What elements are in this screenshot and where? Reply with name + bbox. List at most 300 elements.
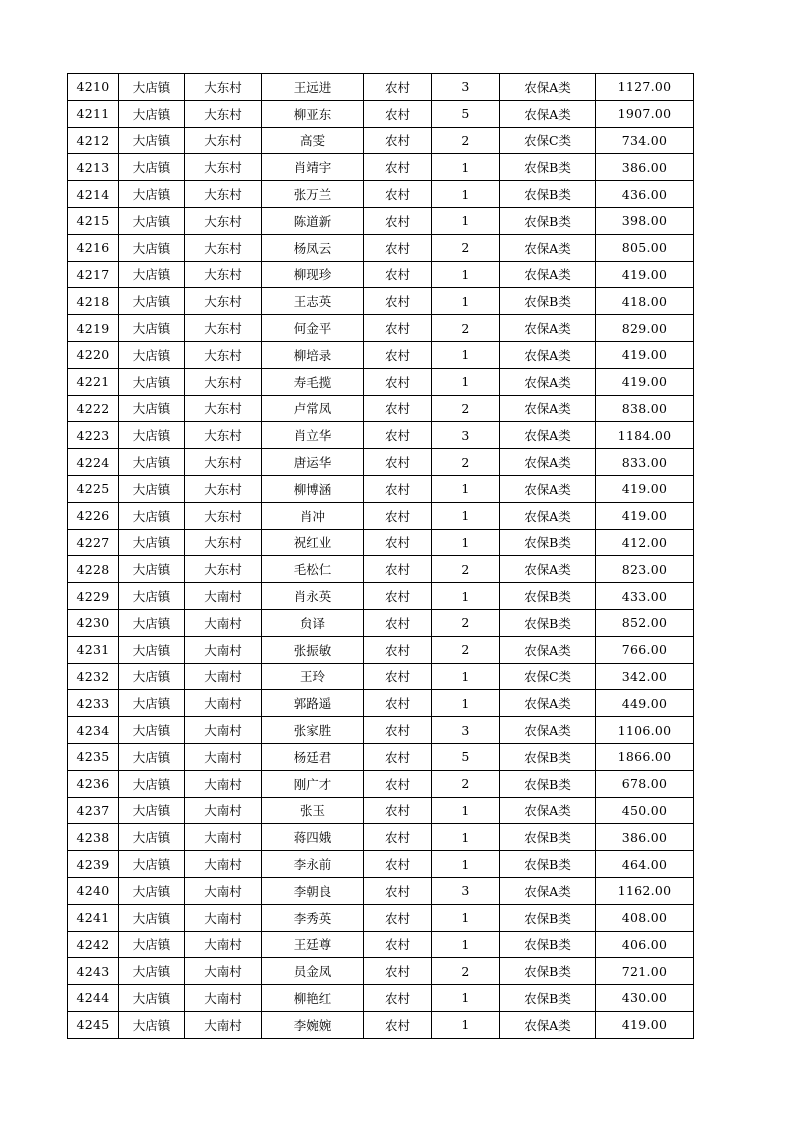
name-cell: 高雯	[262, 127, 364, 154]
household-type-cell: 农村	[364, 395, 432, 422]
table-row	[68, 958, 694, 985]
amount-cell: 1127.00	[596, 74, 694, 101]
insurance-category-cell: 农保B类	[500, 529, 596, 556]
household-type-cell: 农村	[364, 288, 432, 315]
village-cell: 大东村	[185, 127, 262, 154]
record-number-cell: 4226	[68, 502, 119, 529]
village-cell: 大东村	[185, 341, 262, 368]
record-number-cell: 4218	[68, 288, 119, 315]
record-number-cell: 4244	[68, 985, 119, 1012]
insurance-category-cell: 农保A类	[500, 368, 596, 395]
village-cell: 大东村	[185, 529, 262, 556]
name-cell: 何金平	[262, 315, 364, 342]
household-type-cell: 农村	[364, 234, 432, 261]
table-row	[68, 181, 694, 208]
town-cell: 大店镇	[119, 636, 185, 663]
record-number-cell: 4231	[68, 636, 119, 663]
amount-cell: 408.00	[596, 904, 694, 931]
name-cell: 王远进	[262, 74, 364, 101]
table-row	[68, 449, 694, 476]
record-number-cell: 4240	[68, 877, 119, 904]
name-cell: 王玲	[262, 663, 364, 690]
village-cell: 大东村	[185, 100, 262, 127]
town-cell: 大店镇	[119, 502, 185, 529]
member-count-cell: 1	[432, 475, 500, 502]
table-row	[68, 690, 694, 717]
table-row	[68, 824, 694, 851]
record-number-cell: 4239	[68, 851, 119, 878]
insurance-category-cell: 农保B类	[500, 958, 596, 985]
amount-cell: 419.00	[596, 261, 694, 288]
records-table-body	[68, 74, 694, 1039]
village-cell: 大南村	[185, 958, 262, 985]
household-type-cell: 农村	[364, 502, 432, 529]
insurance-category-cell: 农保A类	[500, 315, 596, 342]
record-number-cell: 4219	[68, 315, 119, 342]
household-type-cell: 农村	[364, 824, 432, 851]
household-type-cell: 农村	[364, 422, 432, 449]
insurance-category-cell: 农保B类	[500, 181, 596, 208]
table-row	[68, 985, 694, 1012]
town-cell: 大店镇	[119, 422, 185, 449]
name-cell: 唐运华	[262, 449, 364, 476]
town-cell: 大店镇	[119, 931, 185, 958]
amount-cell: 436.00	[596, 181, 694, 208]
name-cell: 蒋四娥	[262, 824, 364, 851]
member-count-cell: 2	[432, 636, 500, 663]
name-cell: 柳亚东	[262, 100, 364, 127]
amount-cell: 419.00	[596, 1011, 694, 1038]
record-number-cell: 4212	[68, 127, 119, 154]
amount-cell: 449.00	[596, 690, 694, 717]
member-count-cell: 2	[432, 127, 500, 154]
town-cell: 大店镇	[119, 341, 185, 368]
name-cell: 肖靖宇	[262, 154, 364, 181]
household-type-cell: 农村	[364, 770, 432, 797]
record-number-cell: 4241	[68, 904, 119, 931]
town-cell: 大店镇	[119, 529, 185, 556]
amount-cell: 1162.00	[596, 877, 694, 904]
household-type-cell: 农村	[364, 1011, 432, 1038]
household-type-cell: 农村	[364, 315, 432, 342]
village-cell: 大南村	[185, 636, 262, 663]
table-row	[68, 288, 694, 315]
record-number-cell: 4221	[68, 368, 119, 395]
insurance-category-cell: 农保A类	[500, 502, 596, 529]
town-cell: 大店镇	[119, 797, 185, 824]
town-cell: 大店镇	[119, 181, 185, 208]
record-number-cell: 4230	[68, 609, 119, 636]
record-number-cell: 4215	[68, 207, 119, 234]
member-count-cell: 1	[432, 207, 500, 234]
household-type-cell: 农村	[364, 368, 432, 395]
insurance-category-cell: 农保A类	[500, 395, 596, 422]
name-cell: 贠译	[262, 609, 364, 636]
table-row	[68, 502, 694, 529]
record-number-cell: 4223	[68, 422, 119, 449]
insurance-category-cell: 农保A类	[500, 797, 596, 824]
record-number-cell: 4211	[68, 100, 119, 127]
village-cell: 大南村	[185, 931, 262, 958]
village-cell: 大东村	[185, 475, 262, 502]
name-cell: 李秀英	[262, 904, 364, 931]
insurance-category-cell: 农保A类	[500, 261, 596, 288]
table-row	[68, 663, 694, 690]
member-count-cell: 1	[432, 797, 500, 824]
amount-cell: 1184.00	[596, 422, 694, 449]
village-cell: 大东村	[185, 181, 262, 208]
village-cell: 大东村	[185, 154, 262, 181]
member-count-cell: 1	[432, 985, 500, 1012]
village-cell: 大东村	[185, 449, 262, 476]
table-row	[68, 1011, 694, 1038]
amount-cell: 1907.00	[596, 100, 694, 127]
town-cell: 大店镇	[119, 556, 185, 583]
name-cell: 柳现珍	[262, 261, 364, 288]
record-number-cell: 4224	[68, 449, 119, 476]
town-cell: 大店镇	[119, 74, 185, 101]
record-number-cell: 4213	[68, 154, 119, 181]
village-cell: 大南村	[185, 583, 262, 610]
insurance-category-cell: 农保B类	[500, 904, 596, 931]
record-number-cell: 4237	[68, 797, 119, 824]
name-cell: 张振敏	[262, 636, 364, 663]
record-number-cell: 4225	[68, 475, 119, 502]
amount-cell: 464.00	[596, 851, 694, 878]
town-cell: 大店镇	[119, 1011, 185, 1038]
record-number-cell: 4210	[68, 74, 119, 101]
town-cell: 大店镇	[119, 127, 185, 154]
amount-cell: 721.00	[596, 958, 694, 985]
table-row	[68, 315, 694, 342]
member-count-cell: 5	[432, 100, 500, 127]
member-count-cell: 2	[432, 234, 500, 261]
table-row	[68, 395, 694, 422]
table-row	[68, 127, 694, 154]
name-cell: 李婉婉	[262, 1011, 364, 1038]
insurance-category-cell: 农保A类	[500, 234, 596, 261]
village-cell: 大东村	[185, 556, 262, 583]
member-count-cell: 3	[432, 74, 500, 101]
amount-cell: 734.00	[596, 127, 694, 154]
amount-cell: 1106.00	[596, 717, 694, 744]
household-type-cell: 农村	[364, 449, 432, 476]
insurance-category-cell: 农保A类	[500, 1011, 596, 1038]
village-cell: 大东村	[185, 234, 262, 261]
records-table	[67, 73, 694, 1039]
record-number-cell: 4214	[68, 181, 119, 208]
village-cell: 大南村	[185, 770, 262, 797]
amount-cell: 823.00	[596, 556, 694, 583]
village-cell: 大南村	[185, 985, 262, 1012]
town-cell: 大店镇	[119, 475, 185, 502]
record-number-cell: 4242	[68, 931, 119, 958]
amount-cell: 678.00	[596, 770, 694, 797]
name-cell: 陈道新	[262, 207, 364, 234]
insurance-category-cell: 农保A类	[500, 449, 596, 476]
village-cell: 大南村	[185, 690, 262, 717]
household-type-cell: 农村	[364, 743, 432, 770]
insurance-category-cell: 农保A类	[500, 422, 596, 449]
household-type-cell: 农村	[364, 529, 432, 556]
member-count-cell: 1	[432, 851, 500, 878]
member-count-cell: 2	[432, 395, 500, 422]
name-cell: 员金凤	[262, 958, 364, 985]
amount-cell: 406.00	[596, 931, 694, 958]
amount-cell: 418.00	[596, 288, 694, 315]
insurance-category-cell: 农保A类	[500, 475, 596, 502]
name-cell: 祝红业	[262, 529, 364, 556]
village-cell: 大东村	[185, 502, 262, 529]
village-cell: 大东村	[185, 261, 262, 288]
member-count-cell: 2	[432, 556, 500, 583]
village-cell: 大东村	[185, 288, 262, 315]
village-cell: 大东村	[185, 315, 262, 342]
village-cell: 大南村	[185, 717, 262, 744]
table-row	[68, 717, 694, 744]
household-type-cell: 农村	[364, 877, 432, 904]
table-row	[68, 770, 694, 797]
town-cell: 大店镇	[119, 877, 185, 904]
town-cell: 大店镇	[119, 100, 185, 127]
amount-cell: 386.00	[596, 824, 694, 851]
town-cell: 大店镇	[119, 154, 185, 181]
town-cell: 大店镇	[119, 368, 185, 395]
village-cell: 大南村	[185, 851, 262, 878]
amount-cell: 398.00	[596, 207, 694, 234]
member-count-cell: 1	[432, 931, 500, 958]
village-cell: 大南村	[185, 797, 262, 824]
town-cell: 大店镇	[119, 904, 185, 931]
town-cell: 大店镇	[119, 395, 185, 422]
village-cell: 大南村	[185, 663, 262, 690]
village-cell: 大南村	[185, 904, 262, 931]
amount-cell: 419.00	[596, 341, 694, 368]
household-type-cell: 农村	[364, 154, 432, 181]
table-row	[68, 368, 694, 395]
town-cell: 大店镇	[119, 449, 185, 476]
name-cell: 肖立华	[262, 422, 364, 449]
member-count-cell: 1	[432, 1011, 500, 1038]
town-cell: 大店镇	[119, 315, 185, 342]
insurance-category-cell: 农保B类	[500, 851, 596, 878]
table-row	[68, 154, 694, 181]
record-number-cell: 4222	[68, 395, 119, 422]
record-number-cell: 4220	[68, 341, 119, 368]
household-type-cell: 农村	[364, 207, 432, 234]
record-number-cell: 4245	[68, 1011, 119, 1038]
record-number-cell: 4229	[68, 583, 119, 610]
member-count-cell: 2	[432, 609, 500, 636]
village-cell: 大东村	[185, 422, 262, 449]
name-cell: 柳培录	[262, 341, 364, 368]
village-cell: 大南村	[185, 877, 262, 904]
insurance-category-cell: 农保A类	[500, 717, 596, 744]
household-type-cell: 农村	[364, 583, 432, 610]
household-type-cell: 农村	[364, 74, 432, 101]
amount-cell: 419.00	[596, 502, 694, 529]
household-type-cell: 农村	[364, 127, 432, 154]
table-row	[68, 100, 694, 127]
insurance-category-cell: 农保B类	[500, 583, 596, 610]
record-number-cell: 4235	[68, 743, 119, 770]
table-row	[68, 797, 694, 824]
name-cell: 柳博涵	[262, 475, 364, 502]
town-cell: 大店镇	[119, 824, 185, 851]
town-cell: 大店镇	[119, 583, 185, 610]
member-count-cell: 2	[432, 449, 500, 476]
name-cell: 张万兰	[262, 181, 364, 208]
amount-cell: 386.00	[596, 154, 694, 181]
table-row	[68, 609, 694, 636]
insurance-category-cell: 农保B类	[500, 154, 596, 181]
household-type-cell: 农村	[364, 663, 432, 690]
member-count-cell: 1	[432, 368, 500, 395]
insurance-category-cell: 农保A类	[500, 74, 596, 101]
member-count-cell: 2	[432, 315, 500, 342]
amount-cell: 412.00	[596, 529, 694, 556]
table-row	[68, 904, 694, 931]
village-cell: 大东村	[185, 74, 262, 101]
member-count-cell: 1	[432, 154, 500, 181]
name-cell: 张家胜	[262, 717, 364, 744]
insurance-category-cell: 农保B类	[500, 985, 596, 1012]
member-count-cell: 2	[432, 770, 500, 797]
name-cell: 郭路遥	[262, 690, 364, 717]
town-cell: 大店镇	[119, 663, 185, 690]
record-number-cell: 4233	[68, 690, 119, 717]
table-row	[68, 743, 694, 770]
insurance-category-cell: 农保A类	[500, 341, 596, 368]
town-cell: 大店镇	[119, 851, 185, 878]
insurance-category-cell: 农保C类	[500, 663, 596, 690]
member-count-cell: 1	[432, 341, 500, 368]
village-cell: 大东村	[185, 207, 262, 234]
insurance-category-cell: 农保B类	[500, 288, 596, 315]
name-cell: 张玉	[262, 797, 364, 824]
town-cell: 大店镇	[119, 985, 185, 1012]
table-row	[68, 529, 694, 556]
record-number-cell: 4232	[68, 663, 119, 690]
record-number-cell: 4227	[68, 529, 119, 556]
record-number-cell: 4228	[68, 556, 119, 583]
town-cell: 大店镇	[119, 234, 185, 261]
name-cell: 李朝良	[262, 877, 364, 904]
table-row	[68, 583, 694, 610]
household-type-cell: 农村	[364, 556, 432, 583]
town-cell: 大店镇	[119, 288, 185, 315]
name-cell: 肖永英	[262, 583, 364, 610]
household-type-cell: 农村	[364, 931, 432, 958]
table-row	[68, 234, 694, 261]
table-row	[68, 475, 694, 502]
amount-cell: 766.00	[596, 636, 694, 663]
member-count-cell: 1	[432, 583, 500, 610]
amount-cell: 430.00	[596, 985, 694, 1012]
table-row	[68, 877, 694, 904]
record-number-cell: 4217	[68, 261, 119, 288]
record-number-cell: 4234	[68, 717, 119, 744]
insurance-category-cell: 农保A类	[500, 556, 596, 583]
village-cell: 大东村	[185, 368, 262, 395]
town-cell: 大店镇	[119, 743, 185, 770]
table-row	[68, 261, 694, 288]
table-row	[68, 636, 694, 663]
amount-cell: 805.00	[596, 234, 694, 261]
village-cell: 大南村	[185, 609, 262, 636]
name-cell: 杨廷君	[262, 743, 364, 770]
member-count-cell: 3	[432, 717, 500, 744]
household-type-cell: 农村	[364, 475, 432, 502]
amount-cell: 829.00	[596, 315, 694, 342]
village-cell: 大南村	[185, 743, 262, 770]
insurance-category-cell: 农保B类	[500, 207, 596, 234]
member-count-cell: 1	[432, 663, 500, 690]
town-cell: 大店镇	[119, 770, 185, 797]
table-row	[68, 207, 694, 234]
household-type-cell: 农村	[364, 181, 432, 208]
insurance-category-cell: 农保A类	[500, 877, 596, 904]
amount-cell: 838.00	[596, 395, 694, 422]
insurance-category-cell: 农保B类	[500, 743, 596, 770]
household-type-cell: 农村	[364, 690, 432, 717]
table-row	[68, 851, 694, 878]
village-cell: 大东村	[185, 395, 262, 422]
member-count-cell: 1	[432, 690, 500, 717]
town-cell: 大店镇	[119, 609, 185, 636]
name-cell: 柳艳红	[262, 985, 364, 1012]
household-type-cell: 农村	[364, 261, 432, 288]
amount-cell: 342.00	[596, 663, 694, 690]
insurance-category-cell: 农保A类	[500, 100, 596, 127]
insurance-category-cell: 农保B类	[500, 770, 596, 797]
household-type-cell: 农村	[364, 985, 432, 1012]
town-cell: 大店镇	[119, 717, 185, 744]
insurance-category-cell: 农保A类	[500, 690, 596, 717]
table-row	[68, 931, 694, 958]
member-count-cell: 5	[432, 743, 500, 770]
amount-cell: 852.00	[596, 609, 694, 636]
town-cell: 大店镇	[119, 958, 185, 985]
member-count-cell: 1	[432, 904, 500, 931]
household-type-cell: 农村	[364, 636, 432, 663]
member-count-cell: 3	[432, 422, 500, 449]
table-row	[68, 341, 694, 368]
town-cell: 大店镇	[119, 207, 185, 234]
member-count-cell: 1	[432, 502, 500, 529]
amount-cell: 433.00	[596, 583, 694, 610]
town-cell: 大店镇	[119, 690, 185, 717]
name-cell: 卢常凤	[262, 395, 364, 422]
town-cell: 大店镇	[119, 261, 185, 288]
household-type-cell: 农村	[364, 100, 432, 127]
insurance-category-cell: 农保B类	[500, 609, 596, 636]
household-type-cell: 农村	[364, 609, 432, 636]
member-count-cell: 2	[432, 958, 500, 985]
amount-cell: 419.00	[596, 475, 694, 502]
table-row	[68, 74, 694, 101]
record-number-cell: 4238	[68, 824, 119, 851]
member-count-cell: 1	[432, 824, 500, 851]
member-count-cell: 1	[432, 261, 500, 288]
name-cell: 王志英	[262, 288, 364, 315]
name-cell: 刚广才	[262, 770, 364, 797]
household-type-cell: 农村	[364, 717, 432, 744]
household-type-cell: 农村	[364, 797, 432, 824]
member-count-cell: 1	[432, 181, 500, 208]
insurance-category-cell: 农保B类	[500, 824, 596, 851]
name-cell: 肖冲	[262, 502, 364, 529]
